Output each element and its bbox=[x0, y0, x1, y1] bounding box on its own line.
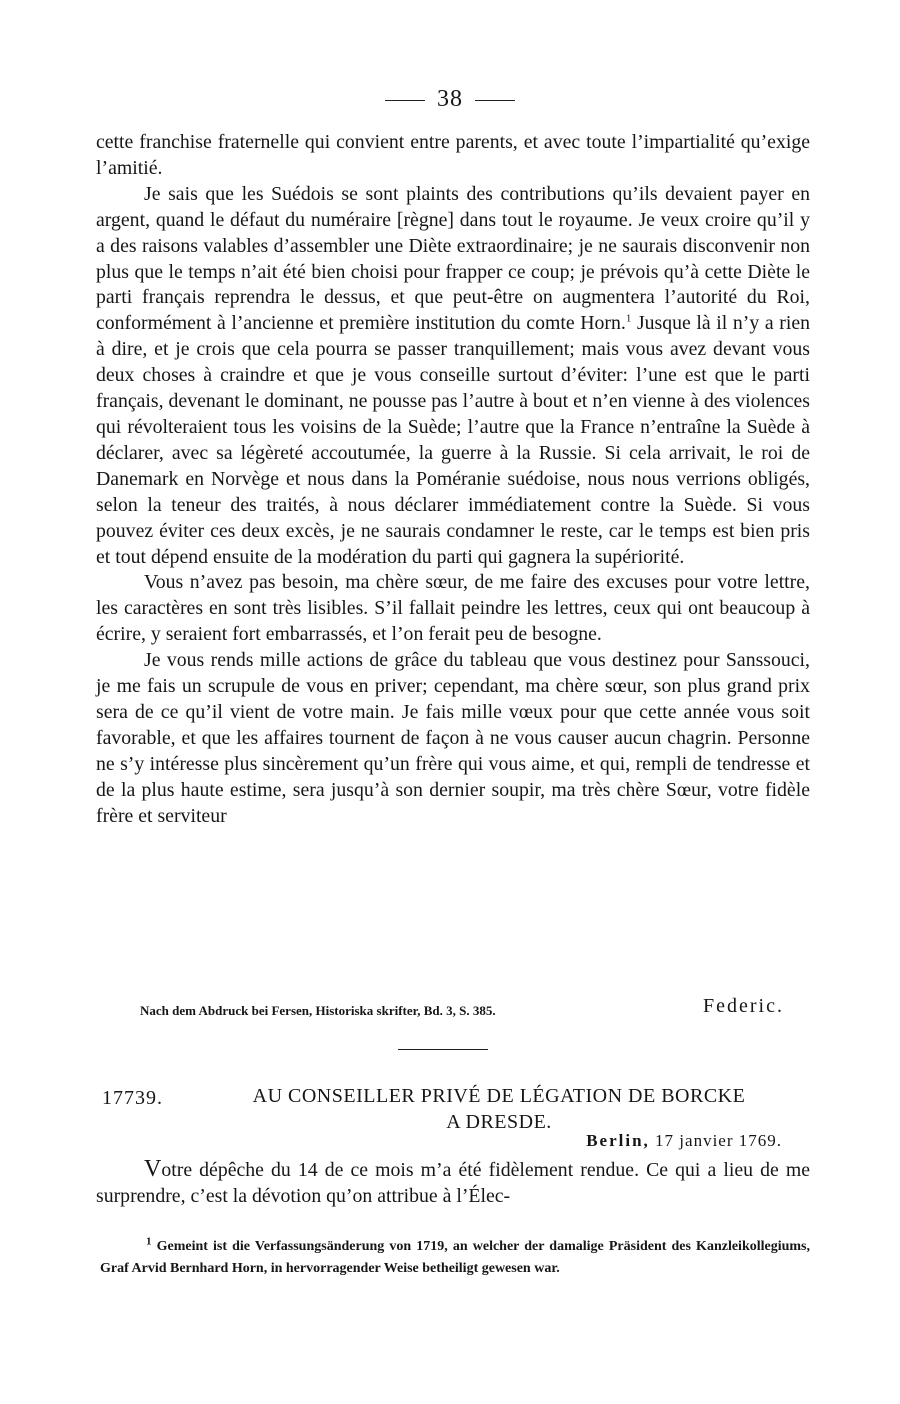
letter-heading bbox=[96, 1083, 810, 1135]
letter-date: 17 janvier 1769. bbox=[655, 1131, 782, 1150]
letter-address-line2: A DRESDE. bbox=[446, 1111, 552, 1133]
letter-dateline bbox=[586, 1131, 782, 1151]
page-number: 38 bbox=[437, 86, 463, 112]
letter-body-text: otre dépêche du 14 de ce mois m’a été fidèlement rendue. Ce qui a lieu de me surprendre, c’est la dévotion qu’on attribue à l’Élec- bbox=[96, 1159, 810, 1207]
paragraph-sweden-diet-part1: Je sais que les Suédois se sont plaints des contributions qu’ils devaient payer en argent, quand le défaut du numéraire [règne] dans tout le royaume. Je veux croire qu’il y a des raisons valables d’assembler une Diète extraordinaire; je ne saurais disconvenir non plus que le temps n’ait été bien choisi pour frapper ce coup; je prévois qu’à cette Diète le parti français reprendra le dessus, et que peut-être on augmentera l’autorité du Roi, conformément à l’ancienne et première institution du comte Horn. bbox=[96, 182, 810, 335]
letter-initial: V bbox=[144, 1156, 162, 1182]
footnote-marker: 1 bbox=[146, 1235, 152, 1248]
letter-continuation-text bbox=[96, 130, 810, 829]
letter-body bbox=[96, 1156, 810, 1209]
letter-body-paragraph bbox=[96, 1156, 810, 1209]
footnote-reference: 1 bbox=[625, 312, 632, 325]
letter-place: Berlin, bbox=[586, 1131, 650, 1150]
footnote-paragraph bbox=[100, 1236, 810, 1280]
header-dash-left bbox=[385, 100, 425, 101]
paragraph-opening: cette franchise fraternelle qui convient entre parents, et avec toute l’impartialité qu’exige l’amitié. bbox=[96, 131, 810, 179]
signature: Federic. bbox=[703, 995, 784, 1017]
letter-number: 17739. bbox=[102, 1087, 163, 1109]
letter-address-line1: AU CONSEILLER PRIVÉ DE LÉGATION DE BORCKE bbox=[252, 1085, 746, 1107]
header-dash-right bbox=[475, 100, 515, 101]
running-header bbox=[0, 86, 900, 113]
paragraph-closing: Je vous rends mille actions de grâce du tableau que vous destinez pour Sanssouci, je me fais un scrupule de vous en priver; cependant, ma chère sœur, son plus grand prix sera de ce qu’il vient de votre main. Je fais mille vœux pour que cette année vous soit favorable, et que les affaires tournent de façon à ne vous causer aucun chagrin. Personne ne s’y intéresse plus sincèrement qu’un frère qui vous aime, et qui, rempli de tendresse et de la plus haute estime, sera jusqu’à son dernier soupir, ma très chère Sœur, votre fidèle frère et serviteur bbox=[96, 649, 810, 827]
footnote bbox=[100, 1236, 810, 1280]
paragraph-letter-excuses: Vous n’avez pas besoin, ma chère sœur, de me faire des excuses pour votre lettre, les caractères en sont très lisibles. S’il fallait peindre les lettres, ceux qui ont beaucoup à écrire, y seraient fort embarrassés, et l’on ferait peu de besogne. bbox=[96, 571, 810, 646]
paragraph-sweden-diet-part2: Jusque là il n’y a rien à dire, et je crois que cela pourra se passer tranquillement; mais vous avez devant vous deux choses à craindre et que je vous conseille surtout d’éviter: l’une est que le parti français, devenant le dominant, ne pousse pas l’autre à bout et n’en vienne à des violences qui révolteraient tous les voisins de la Suède; l’autre que la France n’entraîne la Suède à déclarer, avec sa légèreté accoutumée, la guerre à la Russie. Si cela arrivait, le roi de Danemark en Norvège et nous dans la Poméranie suédoise, nous nous verrions obligés, selon la teneur des traités, à nous déclarer immédiatement contre la Suède. Si vous pouvez éviter ces deux excès, je ne saurais condamner le reste, car le temps est bien pris et tout dépend ensuite de la modération du parti qui gagnera la supériorité. bbox=[96, 312, 810, 568]
footnote-text: Gemeint ist die Verfassungsänderung von 1719, an welcher der damalige Präsident des Kanzleikollegiums, Graf Arvid Bernhard Horn, in hervorragender Weise betheiligt gewesen war. bbox=[100, 1239, 811, 1276]
source-citation: Nach dem Abdruck bei Fersen, Historiska skrifter, Bd. 3, S. 385. bbox=[140, 1003, 496, 1018]
paragraph-sweden-diet bbox=[96, 182, 810, 571]
section-divider bbox=[398, 1049, 488, 1050]
source-row bbox=[140, 995, 790, 1021]
